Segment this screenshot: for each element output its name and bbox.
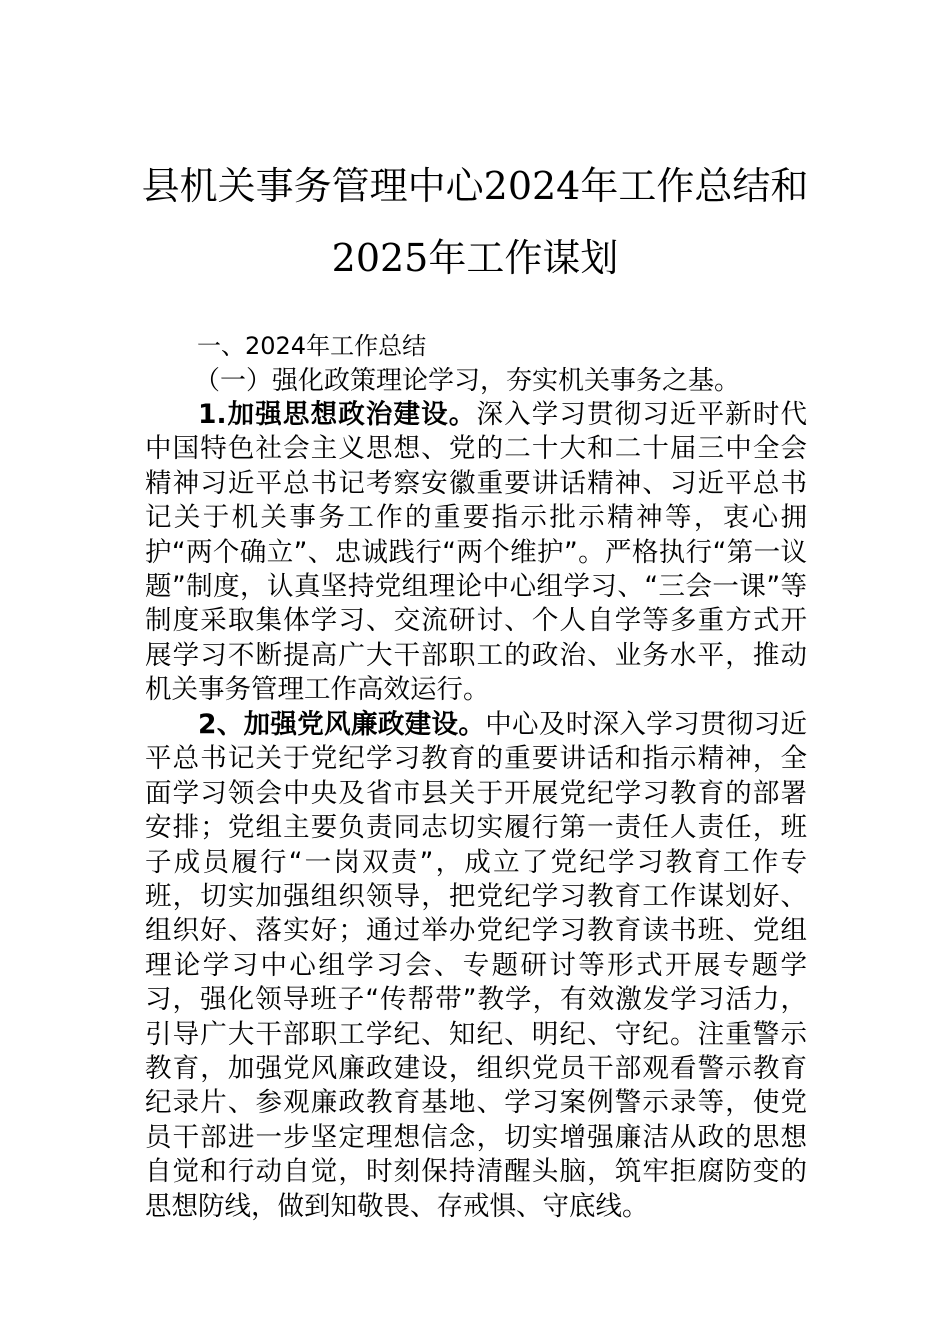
paragraph-lead: 1.加强思想政治建设。: [198, 399, 477, 430]
paragraph-body: 中心及时深入学习贯彻习近平总书记关于党纪学习教育的重要讲话和指示精神，全面学习领会中央及省市县关于开展党纪学习教育的部署安排；党组主要负责同志切实履行第一责任人责任，班子成员履行“一岗双责”，成立了党纪学习教育工作专班，切实加强组织领导，把党纪学习教育工作谋划好、组织好、落实好；通过举办党纪学习教育读书班、党组理论学习中心组学习会、专题研讨等形式开展专题学习，强化领导班子“传帮带”教学，有效激发学习活力，引导广大干部职工学纪、知纪、明纪、守纪。注重警示教育，加强党风廉政建设，组织党员干部观看警示教育纪录片、参观廉政教育基地、学习案例警示录等，使党员干部进一步坚定理想信念，切实增强廉洁从政的思想自觉和行动自觉，时刻保持清醒头脑，筑牢拒腐防变的思想防线，做到知敬畏、存戒惧、守底线。: [145, 709, 807, 1222]
paragraph-body: 深入学习贯彻习近平新时代中国特色社会主义思想、党的二十大和二十届三中全会精神习近平总书记考察安徽重要讲话精神、习近平总书记关于机关事务工作的重要指示批示精神等，衷心拥护“两个确立”、忠诚践行“两个维护”。严格执行“第一议题”制度，认真坚持党组理论中心组学习、“三会一课”等制度采取集体学习、交流研讨、个人自学等多重方式开展学习不断提高广大干部职工的政治、业务水平，推动机关事务管理工作高效运行。: [145, 399, 808, 706]
section-heading: 一、2024年工作总结: [197, 332, 427, 360]
paragraph-lead: 2、加强党风廉政建设。: [198, 709, 486, 740]
paragraph-integrity-building: [145, 708, 807, 1224]
subsection-heading: （一）强化政策理论学习，夯实机关事务之基。: [194, 366, 741, 396]
document-title-line-1: 县机关事务管理中心2024年工作总结和: [141, 164, 809, 208]
paragraph-political-building: [145, 398, 807, 708]
document-title-line-2: 2025年工作谋划: [331, 236, 619, 280]
